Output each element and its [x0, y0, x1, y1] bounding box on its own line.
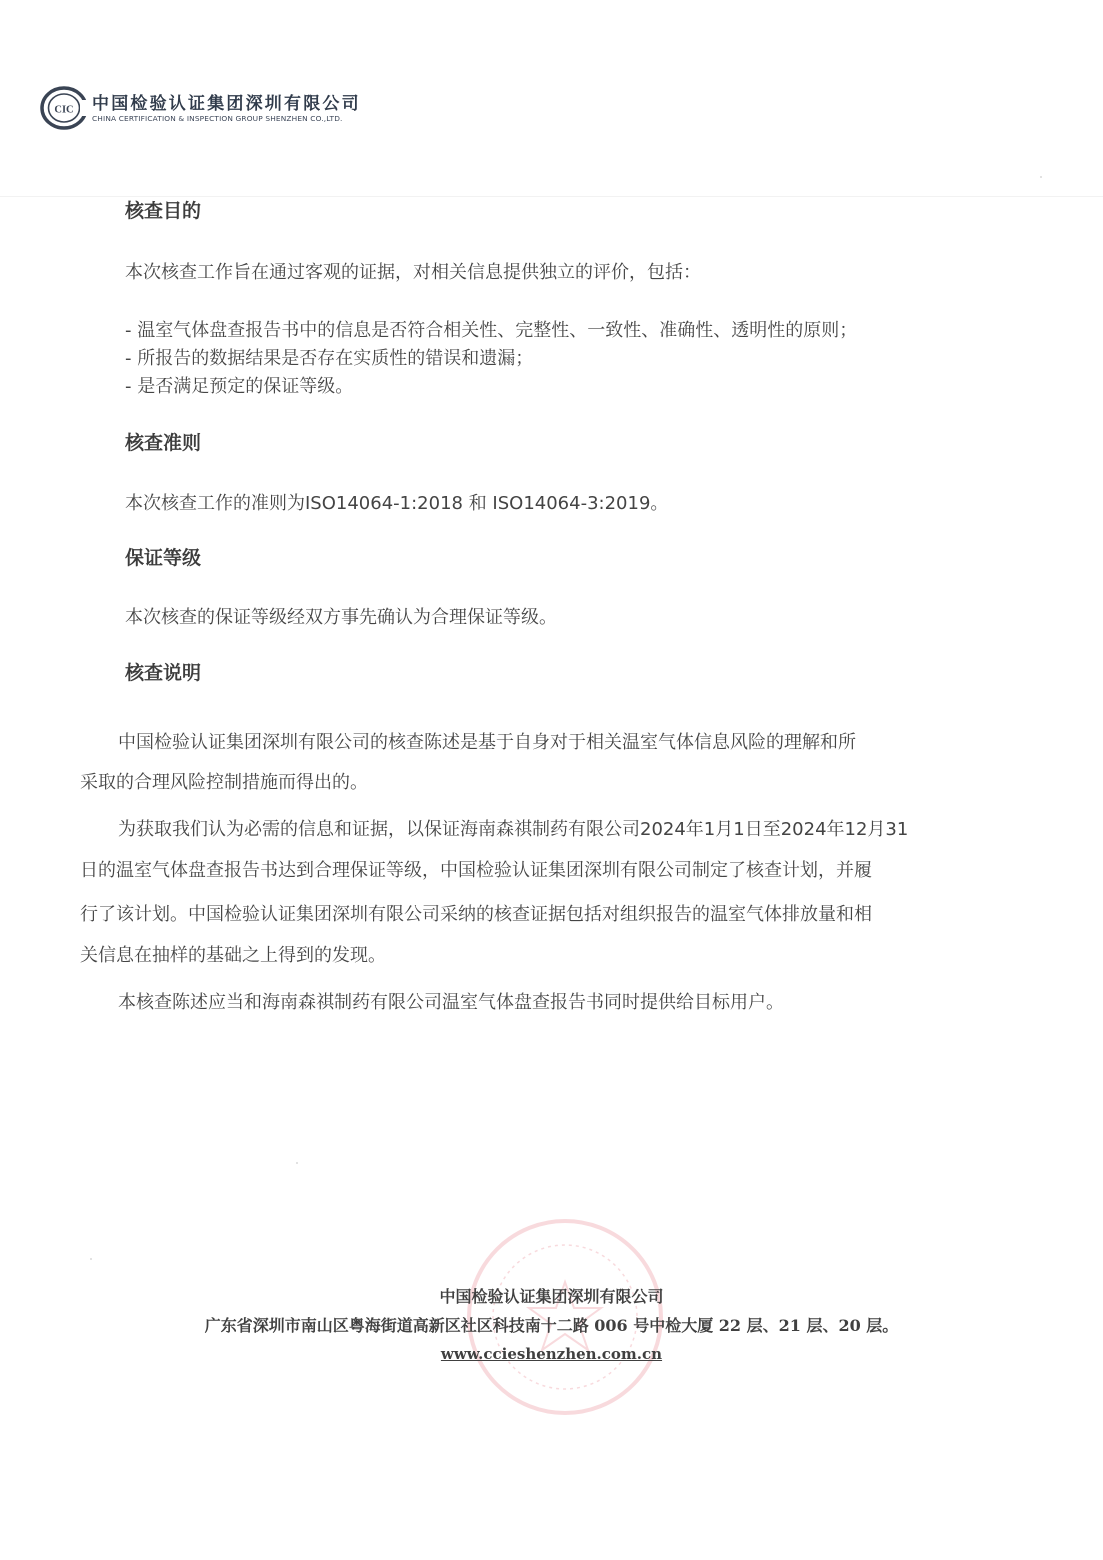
heading-explanation: 核查说明 [125, 662, 202, 684]
heading-criteria: 核查准则 [125, 432, 202, 454]
purpose-bullet: - 是否满足预定的保证等级。 [125, 376, 354, 397]
purpose-intro: 本次核查工作旨在通过客观的证据，对相关信息提供独立的评价，包括： [125, 262, 701, 283]
scan-speck [296, 1162, 298, 1164]
explanation-line: 采取的合理风险控制措施而得出的。 [80, 772, 368, 793]
criteria-text: 本次核查工作的准则为ISO14064-1:2018 和 ISO14064-3:2019。 [125, 493, 669, 514]
logo-company-en: CHINA CERTIFICATION & INSPECTION GROUP SHENZHEN CO.,LTD. [92, 114, 343, 123]
assurance-text: 本次核查的保证等级经双方事先确认为合理保证等级。 [125, 607, 557, 628]
heading-purpose: 核查目的 [125, 200, 202, 222]
scan-speck [1040, 176, 1042, 178]
explanation-line: 本核查陈述应当和海南森祺制药有限公司温室气体盘查报告书同时提供给目标用户。 [118, 992, 784, 1013]
explanation-line: 中国检验认证集团深圳有限公司的核查陈述是基于自身对于相关温室气体信息风险的理解和所 [118, 732, 856, 753]
footer-address: 广东省深圳市南山区粤海街道高新区社区科技南十二路 006 号中检大厦 22 层、21 层、20 层。 [204, 1316, 899, 1335]
footer-website [0, 1345, 1103, 1363]
explanation-line: 行了该计划。中国检验认证集团深圳有限公司采纳的核查证据包括对组织报告的温室气体排放量和相 [80, 904, 872, 925]
scan-speck [90, 1258, 92, 1260]
explanation-line: 关信息在抽样的基础之上得到的发现。 [80, 945, 386, 966]
purpose-bullet: - 所报告的数据结果是否存在实质性的错误和遗漏； [125, 348, 534, 369]
heading-assurance: 保证等级 [125, 547, 202, 569]
explanation-line: 为获取我们认为必需的信息和证据，以保证海南森祺制药有限公司2024年1月1日至2024年12月31 [118, 819, 909, 840]
logo-initials: CIC [54, 104, 74, 116]
logo-company-cn: 中国检验认证集团深圳有限公司 [92, 94, 361, 114]
company-logo [40, 86, 400, 130]
cic-logo-icon [40, 86, 88, 130]
footer-company: 中国检验认证集团深圳有限公司 [439, 1287, 664, 1306]
footer-website-link[interactable]: www.ccieshenzhen.com.cn [440, 1345, 663, 1363]
purpose-bullet: - 温室气体盘查报告书中的信息是否符合相关性、完整性、一致性、准确性、透明性的原则； [125, 320, 858, 341]
explanation-line: 日的温室气体盘查报告书达到合理保证等级，中国检验认证集团深圳有限公司制定了核查计划，并履 [80, 860, 872, 881]
